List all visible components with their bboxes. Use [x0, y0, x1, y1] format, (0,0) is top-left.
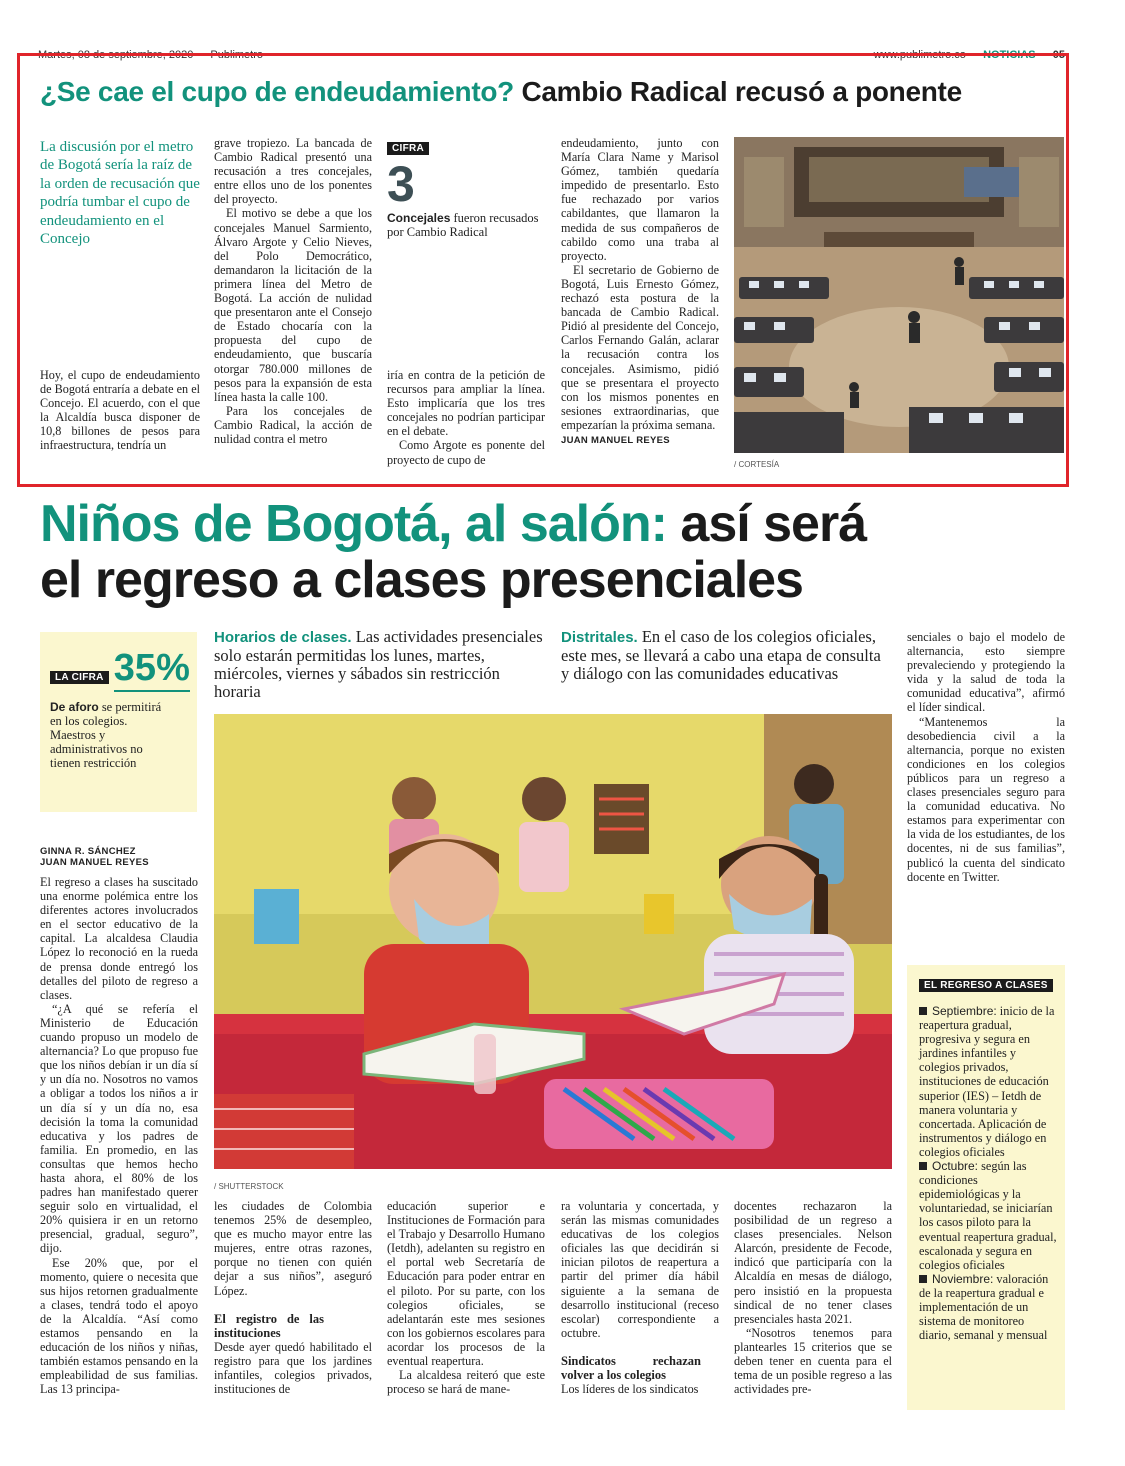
subhead-bold: Distritales.: [561, 629, 638, 646]
byline: JUAN MANUEL REYES: [40, 857, 149, 868]
timeline-box: [907, 965, 1065, 1410]
paragraph: Los líderes de los sindicatos: [561, 1381, 699, 1396]
cifra-caption-bold: Concejales: [387, 211, 451, 225]
cifra-label: LA CIFRA: [50, 671, 109, 684]
paragraph: ra voluntaria y concertada, y serán las mismas comunidades educativas de los colegios oficiales las que decidirán si inician pilotos de reapertura a partir del primer día hábil siguiente a la semana de desarrollo institucional (receso escolar) correspondiente a octubre.: [561, 1199, 719, 1340]
paragraph: docentes rechazaron la posibilidad de un regreso a clases presenciales. Nelson Alarcón, presidente de Fecode, indicó que participaría con la Alcaldía en mesas de diálogo, pero insistió en la propuesta sindical de no tener clases presenciales hasta 2021.: [734, 1199, 892, 1326]
story2-subhead-distritales: [561, 628, 891, 683]
paragraph: les ciudades de Colombia tenemos 25% de desempleo, que es mucho mayor entre las mujeres, entre otras razones, porque no tienen con quién dejar a sus niños”, aseguró López.: [214, 1199, 372, 1298]
story2-headline-highlight: Niños de Bogotá, al salón:: [40, 495, 667, 553]
subhead-text: En el caso de los colegios oficiales, este mes, se llevará a cabo una etapa de consulta y diálogo con las comunidades educativas: [561, 627, 881, 683]
paragraph: El regreso a clases ha suscitado una enorme polémica entre los diferentes actores involucrados en el sector educativo de la capital. La alcaldesa Claudia López lo reconoció en la rueda de prensa donde entregó los detalles del piloto de regreso a clases.: [40, 875, 198, 1002]
story2-colE: [734, 1199, 892, 1396]
cifra-caption: [50, 700, 175, 770]
subhead-text: Las actividades presenciales solo estarán permitidas los lunes, martes, miércoles, viernes y sábados sin restricción horaria: [214, 627, 543, 701]
story1-headline: [40, 76, 962, 108]
subhead-sindicatos: Sindicatos rechazan volver a los colegios: [561, 1353, 701, 1382]
paragraph: El secretario de Gobierno de Bogotá, Luis Ernesto Gómez, rechazó esta postura de la bancada de Cambio Radical. Pidió al presidente del Concejo, Carlos Fernando Galán, aclarar la recusación contra los concejales. Asimismo, pidió que se presentara el proyecto con los mismos ponentes en sesiones extraordinarias, que empezarían la próxima semana.: [561, 262, 719, 432]
bullet-square-icon: [919, 1275, 927, 1283]
story2-colF: [907, 630, 1065, 884]
paragraph: El motivo se debe a que los concejales Manuel Sarmiento, Álvaro Argote y Celio Nieves, del Polo Democrático, demandaron la licitación de la primera línea del Metro de Bogotá. La acción de nulidad que presentaron ante el Consejo de Estado chocaría con la propuesta del cupo de endeudamiento, que buscaría otorgar 780.000 millones de pesos para la expansión de esta línea hasta la calle 100.: [214, 206, 372, 404]
timeline-box-title: EL REGRESO A CLASES: [919, 979, 1053, 992]
paragraph: educación superior e Instituciones de Formación para el Trabajo y Desarrollo Humano (Ietdh), adelanten su registro en el portal web Secretaría de Educación para poder entrar en el piloto. Por su parte, con los colegios oficiales, se adelantarán este mes sesiones con los gobiernos escolares para acordar los procesos de la eventual reapertura.: [387, 1199, 545, 1369]
story2-colB: [214, 1199, 372, 1396]
paragraph: iría en contra de la petición de recursos para ampliar la línea. Esto implicaría que los tres concejales no podrían participar en el debate.: [387, 368, 545, 439]
story1-col3: [387, 368, 545, 467]
timeline-item: [919, 1159, 1057, 1272]
story2-subhead-horarios: [214, 628, 544, 701]
classroom-illustration: [214, 714, 892, 1169]
paragraph: grave tropiezo. La bancada de Cambio Radical presentó una recusación a tres concejales, entre ellos uno de los ponentes del proyecto.: [214, 136, 372, 207]
story2-headline: [40, 496, 1070, 608]
paragraph: Desde ayer quedó habilitado el registro para que los jardines infantiles, colegios privados, instituciones de: [214, 1339, 372, 1396]
story2-colA: [40, 875, 198, 1396]
story2-colD: [561, 1199, 719, 1396]
timeline-item-month: Septiembre:: [932, 1004, 997, 1018]
story1-col2: [214, 136, 372, 446]
site-url: www.publimetro.co: [873, 49, 966, 61]
timeline-item-text: inicio de la reapertura gradual, progresiva y segura en jardines infantiles y colegios privados, instituciones de educación superior (IES) – Ietdh de manera voluntaria y concertada. Aplicación de instrumentos y diálogo en colegios oficiales: [919, 1004, 1055, 1159]
story2-colC: [387, 1199, 545, 1396]
story2-bylines: [40, 846, 200, 868]
story1-byline: JUAN MANUEL REYES: [561, 434, 670, 446]
timeline-item-text: según las condiciones epidemiológicas y la voluntariedad, se iniciarían los casos piloto para la eventual reapertura gradual, escalonada y segura en colegios oficiales: [919, 1159, 1057, 1272]
subhead-bold: Horarios de clases.: [214, 629, 352, 646]
cifra-caption-text: fueron recusados por Cambio Radical: [387, 211, 539, 239]
paragraph: senciales o bajo el modelo de alternancia, esto siempre prevaleciendo y protegiendo la vida y la salud de toda la comunidad educativa”, afirmó el líder sindical.: [907, 630, 1065, 715]
story1-photo-credit: / CORTESÍA: [734, 460, 780, 469]
timeline-item: [919, 1004, 1057, 1159]
cifra-caption-bold: De aforo: [50, 700, 99, 714]
story1-col1: [40, 368, 200, 453]
timeline-item: [919, 1272, 1057, 1342]
cifra-value: 3: [387, 156, 415, 212]
paragraph: endeudamiento, junto con María Clara Name y Marisol Gómez, también quedaría impedido de presentarlo. Esto fue rechazado por varios cabildantes, que llamaron la medida de sus compañeros de cabildo como una traba al proyecto.: [561, 136, 719, 263]
story1-headline-highlight: ¿Se cae el cupo de endeudamiento?: [40, 76, 514, 107]
paragraph: Como Argote es ponente del proyecto de cupo de: [387, 438, 545, 467]
bullet-square-icon: [919, 1162, 927, 1170]
story1-cifra-box: [387, 136, 545, 239]
classroom-photo: [214, 714, 892, 1169]
page-header-right: www.publimetro.co — NOTICIAS — 05: [873, 49, 1065, 61]
paragraph: La alcaldesa reiteró que este proceso se hará de mane-: [387, 1368, 545, 1397]
page-number: 05: [1052, 49, 1065, 61]
story2-photo-credit: / SHUTTERSTOCK: [214, 1182, 284, 1191]
paragraph: “Mantenemos la desobediencia civil a la alternancia, porque no existen condiciones en los colegios públicos para un regreso a clases presenciales seguro para la comunidad educativa. No estamos para experimentar con la vida de los estudiantes, de los docentes, ni de sus familias”, publicó la cuenta del sindicato docente en Twitter.: [907, 714, 1065, 884]
story2-headline-line2: el regreso a clases presenciales: [40, 551, 803, 609]
story2-headline-rest: así será: [666, 495, 867, 553]
cifra-caption-text: se permitirá en los colegios. Maestros y administrativos no tienen restricción: [50, 700, 162, 770]
timeline-item-text: valoración de la reapertura gradual e implementación de un sistema de monitoreo diario, semanal y mensual: [919, 1271, 1049, 1343]
cifra-caption: [387, 211, 545, 239]
cifra-value: 35%: [114, 646, 190, 692]
paragraph: Hoy, el cupo de endeudamiento de Bogotá entraría a debate en el Concejo. El acuerdo, con el que la Alcaldía busca disponer de 10,8 billones de pesos para infraestructura, tendría un: [40, 368, 200, 453]
council-chamber-illustration: [734, 137, 1064, 453]
paragraph: Para los concejales de Cambio Radical, la acción de nulidad contra el metro: [214, 403, 372, 446]
paragraph: Ese 20% que, por el momento, quiere o necesita que sus hijos retornen gradualmente a clases, tendrá todo el apoyo de la Alcaldía. “Así como estamos pensando en la educación de los niños y niñas, también estamos pensando en la empleabilidad de sus familias. Las 13 principa-: [40, 1255, 198, 1397]
bullet-square-icon: [919, 1007, 927, 1015]
cifra-label: CIFRA: [387, 142, 429, 155]
timeline-item-month: Octubre:: [932, 1159, 979, 1174]
story1-col4: [561, 136, 719, 448]
timeline-item-month: Noviembre:: [932, 1271, 994, 1286]
council-chamber-photo: [734, 137, 1064, 453]
story1-lead: La discusión por el metro de Bogotá sería la raíz de la orden de recusación que podría tumbar el cupo de endeudamiento en el Concejo: [40, 139, 200, 248]
story2-cifra-box: [40, 632, 197, 812]
story1-headline-rest: Cambio Radical recusó a ponente: [514, 76, 962, 107]
paragraph: “¿A qué se refería el Ministerio de Educación cuando propuso un modelo de alternancia? Lo que propuso fue que los niños debían ir un día sí y un día no. Nosotros no vamos a obligar a todos los niños a ir un día sí y un día no, esa decisión la toma la comunidad educativa y los padres de familia. En promedio, en las consultas que hemos hecho hasta ahora, el 80% de los padres han manifestado querer seguir solo en virtualidad, el 20% quisiera ir en un retorno presencial, gradual, seguro”, dijo.: [40, 1001, 198, 1256]
subhead-registro: El registro de las instituciones: [214, 1311, 324, 1340]
section-name: NOTICIAS: [983, 49, 1036, 61]
paragraph: “Nosotros tenemos para plantearles 15 criterios que se deben tener en cuenta para el tema de un posible regreso a las actividades pre-: [734, 1325, 892, 1397]
date-line: Martes, 08 de septiembre, 2020 — Publimetro: [38, 49, 264, 61]
byline: GINNA R. SÁNCHEZ: [40, 846, 136, 857]
